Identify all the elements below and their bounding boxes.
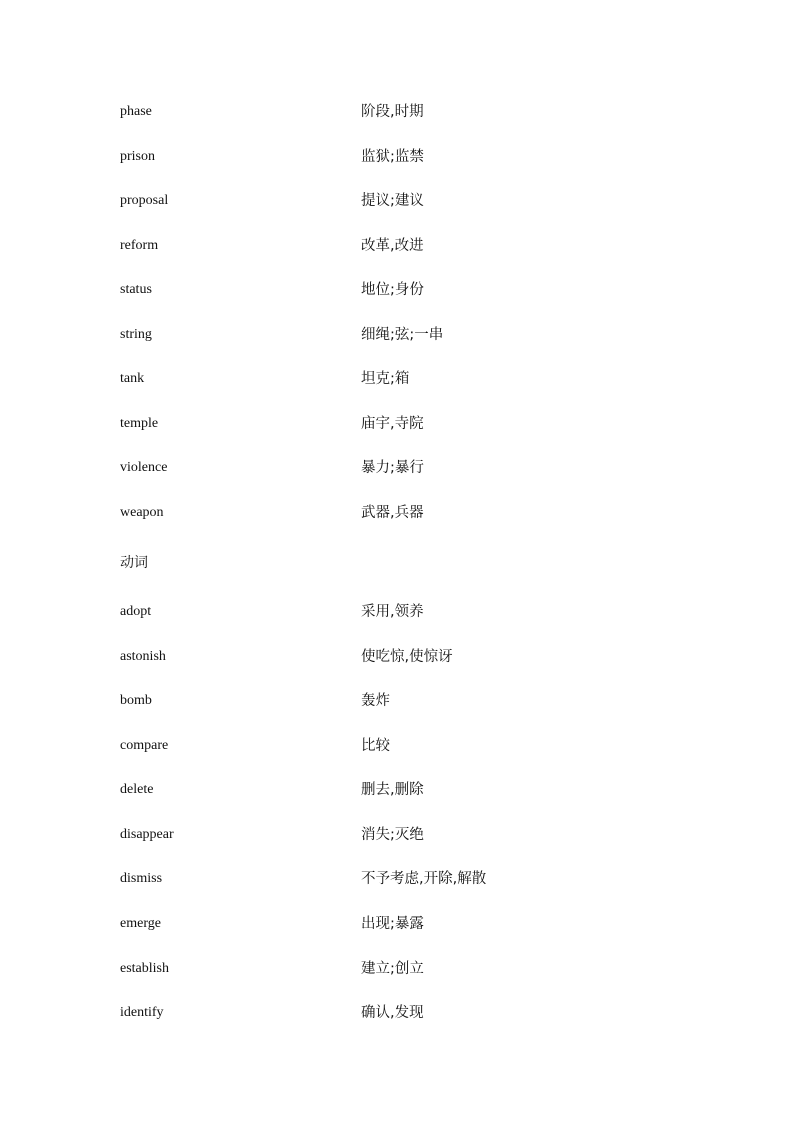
- vocab-meaning: 武器,兵器: [361, 505, 424, 521]
- vocab-meaning: 地位;身份: [361, 282, 424, 298]
- vocab-meaning: 出现;暴露: [361, 916, 424, 932]
- vocab-meaning: 监狱;监禁: [361, 149, 424, 165]
- vocab-meaning: 确认,发现: [361, 1005, 424, 1021]
- vocab-word: adopt: [120, 604, 152, 619]
- vocab-row: [120, 600, 680, 624]
- vocab-meaning: 采用,领养: [361, 604, 424, 620]
- vocab-row: [120, 234, 680, 258]
- vocab-meaning: 删去,删除: [361, 782, 424, 798]
- vocab-word: status: [120, 282, 152, 297]
- vocab-row: [120, 189, 680, 213]
- vocab-word: proposal: [120, 193, 169, 208]
- vocab-meaning: 坦克;箱: [361, 371, 410, 387]
- vocab-row: [120, 1001, 680, 1025]
- vocab-row: [120, 823, 680, 847]
- vocab-word: emerge: [120, 916, 161, 931]
- vocab-word: disappear: [120, 827, 174, 842]
- vocab-meaning: 庙宇,寺院: [361, 416, 424, 432]
- vocab-row: [120, 323, 680, 347]
- vocab-word: delete: [120, 782, 154, 797]
- vocab-word: dismiss: [120, 871, 163, 886]
- vocab-word: temple: [120, 416, 159, 431]
- vocab-row: [120, 100, 680, 124]
- section-heading-verbs: 动词: [120, 555, 148, 571]
- vocab-row: [120, 501, 680, 525]
- vocab-word: weapon: [120, 505, 164, 520]
- vocab-word: reform: [120, 238, 159, 253]
- vocab-meaning: 建立;创立: [361, 961, 424, 977]
- vocab-row: [120, 957, 680, 981]
- vocab-word: identify: [120, 1005, 164, 1020]
- vocab-meaning: 消失;灭绝: [361, 827, 424, 843]
- vocab-word: phase: [120, 104, 152, 119]
- vocab-word: violence: [120, 460, 168, 475]
- vocab-meaning: 使吃惊,使惊讶: [361, 649, 453, 665]
- vocab-word: string: [120, 327, 152, 342]
- vocab-row: [120, 367, 680, 391]
- vocab-meaning: 轰炸: [361, 693, 390, 709]
- vocab-row: [120, 734, 680, 758]
- vocab-row: [120, 456, 680, 480]
- vocab-word: compare: [120, 738, 169, 753]
- vocab-meaning: 细绳;弦;一串: [361, 327, 444, 343]
- vocab-row: [120, 912, 680, 936]
- vocab-word: prison: [120, 149, 155, 164]
- vocab-meaning: 阶段,时期: [361, 104, 424, 120]
- vocab-word: establish: [120, 961, 169, 976]
- vocab-word: tank: [120, 371, 145, 386]
- vocab-meaning: 不予考虑,开除,解散: [361, 871, 487, 887]
- vocab-meaning: 提议;建议: [361, 193, 424, 209]
- vocab-row: [120, 867, 680, 891]
- vocab-word: astonish: [120, 649, 166, 664]
- vocab-word: bomb: [120, 693, 152, 708]
- vocab-row: [120, 778, 680, 802]
- vocab-row: [120, 278, 680, 302]
- vocab-meaning: 改革,改进: [361, 238, 424, 254]
- vocab-row: [120, 645, 680, 669]
- vocab-row: [120, 689, 680, 713]
- vocab-meaning: 比较: [361, 738, 390, 754]
- vocab-row: [120, 145, 680, 169]
- vocab-row: [120, 412, 680, 436]
- vocab-meaning: 暴力;暴行: [361, 460, 424, 476]
